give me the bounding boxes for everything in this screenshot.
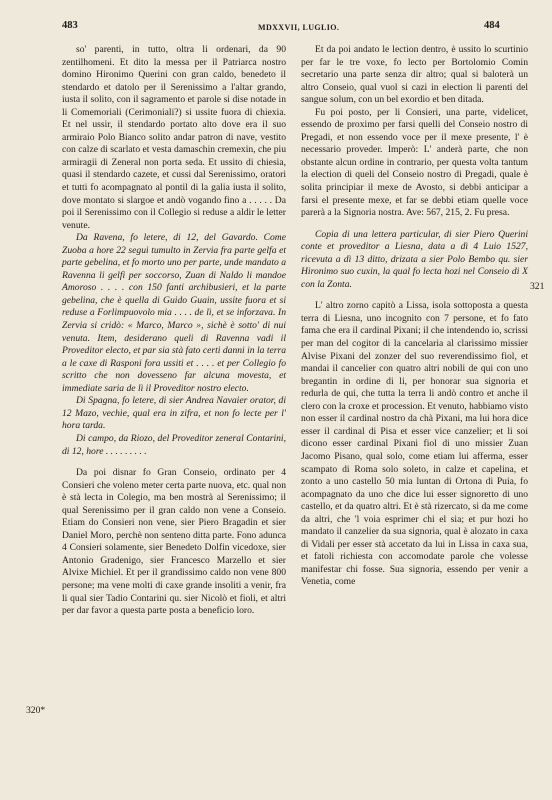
paragraph: Di campo, da Riozo, del Proveditor zeneral Contarini, di 12, hore . . . . . . . . . bbox=[62, 432, 286, 457]
paragraph: Da poi disnar fo Gran Conseio, ordinato per 4 Consieri che voleno meter certa parte nuova, etc. qual non è stà lecta in Colegio, ma ben mostrà al Serenissimo; il qual Serenissimo per il gran caldo non vene a Conseio. Etiam do Consieri non vene, sier Piero Bragadin et sier Daniel Moro, perchè non senteno ditta parte. Fono adunca 4 Consieri solamente, sier Benedeto Dolfin vicedoxe, sier Antonio Gradenigo, sier Francesco Marzello et sier Alvixe Michiel. Et per il grandissimo caldo non vene 800 persone; ma vene molti di caxe grande insoliti a venir, fra li qual sier Tadio Contarini qu. sier Nicolò et fioli, et altri per dar favor a questa parte posta a beneficio loro. bbox=[62, 467, 286, 617]
page-number-right: 484 bbox=[484, 20, 500, 31]
paragraph: Fu poi posto, per li Consieri, una parte, videlicet, essendo de proximo per farsi quelli del Conseio nostro di Pregadi, et non essendo voce per il mexe presente, l' è necessario proveder. Imperò: L' anderà parte, che non obstante alcun ordine in contrario, per questa volta tantum la election di queli del Conseio nostro di Pregadi, quale è solita principiar il mexe de Avosto, si debbi anticipar a farsi el presente mexe, et far se debbi etiam quelle voce parerà a la Signoria nostra. Ave: 567, 215, 2. Fu presa. bbox=[301, 106, 528, 219]
page-number-left: 483 bbox=[62, 20, 78, 31]
left-column bbox=[62, 44, 286, 618]
running-title: MDXXVII, LUGLIO. bbox=[258, 23, 340, 32]
paragraph: L' altro zorno capitò a Lissa, isola sottoposta a questa terra di Liesna, uno incognito con 7 persone, et fo fato fama che era il cardinal Pixani; il che intendendo io, scrissi per man del cogitor di la cancelaria al clarissimo missier Alvise Pixani del zonzer del suo reverendissimo fiol, et mandai il cancelier con quatro altri nobili de qui con uno bregantin in ordine di li, per honorar sua signoria et redurla de qui, che tutta la terra li andò contro et anche il clero con la croxe et procession. Et venuto, habbiamo visto non esser il cardinal nostro da chà Pixani, ma lui hora dice esser il cardinal di Pisa et esser vice canzelier; et li soi dicono esser cardinal Pixani fiol di uno missier Zuan Jacomo Pisano, qual solo, come etiam lui afferma, esser scampato di Roma solo soleto, in calze et capelina, et zonto a uno castello 50 mia luntan di Ortona di Puia, fo acompagnato da uno che dice lui esser signoretto di uno castello, et da quatro altri. Et è stà rizercato, si da me come da altri, che 'l voia esprimer chi el sia; et pur hozi ho mandato il canzelier da sua signoria, qual è alozato in caxa di Vidali per esser stà accetato da lui in Lissa in caxa sua, et fatoli richiesta con accomodate parole che volesse manifestar chi fosse. Sua signoria, essendo per venir a Venetia, come bbox=[301, 300, 528, 588]
letter-heading: Copia di una lettera particular, di sier Piero Querini conte et proveditor a Liesna, data a dì 4 Luio 1527, ricevuta a dì 13 ditto, drizata a sier Polo Bembo qu. sier Hironimo suo cuxin, la qual fo lecta hozi nel Conseio di X con la Zonta. bbox=[301, 228, 528, 290]
right-column bbox=[301, 44, 528, 589]
paragraph: Di Spagna, fo letere, di sier Andrea Navaier orator, di 12 Mazo, vechie, qual era in zifra, et non fo lecte per l' hora tarda. bbox=[62, 395, 286, 432]
paragraph: Et da poi andato le lection dentro, è ussito lo scurtinio per far le tre voxe, fo lecto per Bortolomio Comin secretario una parte senza dir altro; qual si baloterà un altro Conseio, qual vuol si cazi in election li parenti del sangue solum, con un bel exordio et ben ditada. bbox=[301, 44, 528, 106]
margin-note-left: 320* bbox=[26, 705, 46, 716]
paragraph: so' parenti, in tutto, oltra li ordenari, da 90 zentilhomeni. Et dito la messa per il Patriarca nostro domino Hironimo Querini con gran caldo, benedeto il stendardo et datolo per il Serenissimo a l'altar grando, iusta il solito, con il sagramento et parole si dise notade in li Comemoriali (Cerimoniali?) si ussite fuora di chiexia. Et nel ussir, il stendardo portato alto dove era il suo armiraio Polo Bianco solito andar patron di nave, vestito con calze di scarlato et vesta damaschin cremexin, che piu armiragii di Zeneral non porta seda. Et ussito di chiesia, quasi il stendardo cazete, et cussi dal Serenissimo, oratori et tutti fo acompagnato al pontil di la galia iusta il solito, dove montato si slargoe et andò vogando fino a . . . . . Da poi il Serenissimo con il Collegio si reduse a aldir le letter venute. bbox=[62, 44, 286, 231]
paragraph: Da Ravena, fo letere, di 12, del Gavardo. Come Zuoba a hore 22 seguì tumulto in Zervia fra parte gelfa et parte gebelina, et fo morto uno per parte, unde mandato a Ravenna li gelfi per soccorso, Zuan di Naldo li mandoe Amoroso . . . . con 150 fanti archibusieri, et la parte gebelina, che è quella di Guido Guain, ussite fuora et si reduse a Forlimpuovolo mia . . . . de lì, et se inforzava. In Zervia si cridò: « Marco, Marco », sichè è sotto' di nui venuta. Item, desiderano queli di Ravenna vadi il Proveditor electo, et par sia stà fato certi danni in la terra a le caxe di Rasponi fora ussiti et . . . . et per Collegio fo scritto che non dovesseno far alcuna movesta, et immediate saria de lì il Proveditor nostro electo. bbox=[62, 232, 287, 394]
margin-note-right: 321 bbox=[530, 281, 545, 292]
